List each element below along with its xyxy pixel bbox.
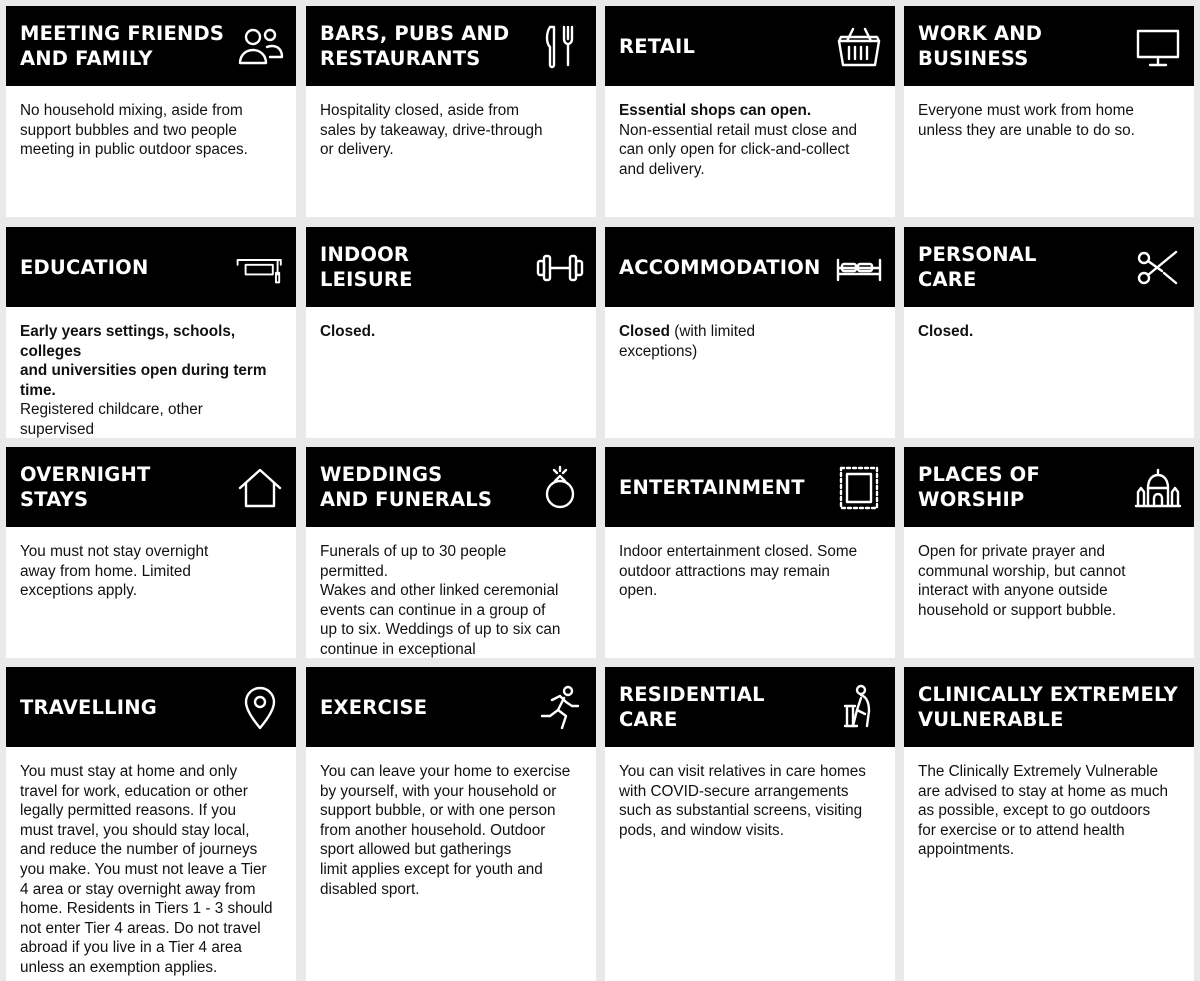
card-body-text: Indoor entertainment closed. Some outdoor attractions may remain open. (619, 543, 858, 600)
card-header (6, 667, 296, 747)
card-header (605, 6, 895, 86)
card-description (20, 762, 278, 978)
card-body-text: Registered childcare, other supervised (20, 401, 203, 438)
card-body-text: You can visit relatives in care homes with COVID-secure arrangements such as substantial screens, visiting pods, and window visits. (619, 763, 866, 839)
card-title: ACCOMMODATION (619, 255, 821, 279)
restriction-card (306, 447, 596, 658)
restriction-card (605, 6, 895, 217)
card-header (6, 6, 296, 86)
card-lead-text: Early years settings, schools, colleges and universities open during term time. (20, 323, 267, 399)
card-description (918, 762, 1176, 860)
card-header (904, 667, 1194, 747)
card-body-text: You must not stay overnight away from home. Limited exceptions apply. (20, 543, 209, 600)
card-title: INDOOR LEISURE (320, 243, 413, 291)
card-description (619, 762, 877, 840)
card-title: TRAVELLING (20, 695, 157, 719)
restriction-card (6, 227, 296, 438)
card-header (6, 227, 296, 307)
dumbbell-icon (536, 244, 584, 292)
card-lead-text: Closed (619, 323, 670, 340)
restriction-card (605, 227, 895, 438)
card-description (20, 322, 278, 438)
card-body-text: You can leave your home to exercise by yourself, with your household or support bubble, or with one person from another household. Outdoor sport allowed but gatherings limit applies except for youth and disabled sport. (320, 763, 571, 898)
card-title: CLINICALLY EXTREMELY VULNERABLE (918, 683, 1178, 731)
card-title: PLACES OF WORSHIP (918, 463, 1040, 511)
runner-icon (536, 684, 584, 732)
card-body-text: Everyone must work from home unless they are unable to do so. (918, 102, 1135, 139)
restriction-card (904, 6, 1194, 217)
card-header (306, 227, 596, 307)
restriction-card (6, 447, 296, 658)
card-header (904, 227, 1194, 307)
card-title: RETAIL (619, 34, 696, 58)
restriction-card (6, 6, 296, 217)
card-header (306, 6, 596, 86)
card-description (619, 101, 877, 179)
location-pin-icon (236, 684, 284, 732)
place-of-worship-icon (1134, 464, 1182, 512)
card-title: WORK AND BUSINESS (918, 22, 1043, 70)
card-description (320, 322, 578, 342)
card-body-text: The Clinically Extremely Vulnerable are advised to stay at home as much as possible, except to go outdoors for exercise or to attend health appointments. (918, 763, 1168, 859)
basket-icon (835, 23, 883, 71)
card-header (605, 447, 895, 527)
card-body-text: You must stay at home and only travel for work, education or other legally permitted reasons. If you must travel, you should stay local, and reduce the number of journeys you make. You must not leave a Tier 4 area or stay overnight away from home. Residents in Tiers 1 - 3 should not enter Tier 4 areas. Do not travel abroad if you live in a Tier 4 area unless an exemption applies. (20, 763, 273, 976)
house-icon (236, 464, 284, 512)
card-lead-text: Essential shops can open. (619, 102, 812, 119)
card-body-text: (with limited exceptions) (619, 323, 755, 360)
restriction-card (904, 227, 1194, 438)
restriction-card (306, 227, 596, 438)
scissors-icon (1134, 244, 1182, 292)
card-header (306, 447, 596, 527)
card-title: EXERCISE (320, 695, 428, 719)
card-description (320, 542, 578, 658)
card-header (6, 447, 296, 527)
ticket-icon (835, 464, 883, 512)
ring-icon (536, 464, 584, 512)
restriction-card (605, 667, 895, 981)
card-body-text: Non-essential retail must close and can only open for click-and-collect and delivery. (619, 121, 858, 178)
elderly-walker-icon (835, 684, 883, 732)
knife-fork-icon (536, 23, 584, 71)
card-body-text: Hospitality closed, aside from sales by takeaway, drive-through or delivery. (320, 102, 543, 159)
card-title: WEDDINGS AND FUNERALS (320, 463, 493, 511)
card-title: PERSONAL CARE (918, 243, 1037, 291)
card-body-text: Open for private prayer and communal worship, but cannot interact with anyone outside household or support bubble. (918, 543, 1126, 619)
bed-icon (835, 244, 883, 292)
card-lead-text: Closed. (918, 323, 974, 340)
card-title: EDUCATION (20, 255, 149, 279)
card-title: OVERNIGHT STAYS (20, 463, 151, 511)
restriction-card (306, 6, 596, 217)
card-header (605, 667, 895, 747)
card-body-text: Funerals of up to 30 people permitted. Wakes and other linked ceremonial events can continue in a group of up to six. Weddings of up to six can continue in exceptional (320, 543, 561, 658)
restriction-card (605, 447, 895, 658)
card-description (320, 762, 578, 899)
restriction-card (6, 667, 296, 981)
card-header (904, 447, 1194, 527)
card-description (20, 542, 278, 601)
restriction-card (306, 667, 596, 981)
card-title: ENTERTAINMENT (619, 475, 805, 499)
people-icon (236, 23, 284, 71)
card-description (619, 542, 877, 601)
monitor-icon (1134, 23, 1182, 71)
card-description (918, 101, 1176, 140)
restriction-card (904, 447, 1194, 658)
card-description (20, 101, 278, 160)
card-title: BARS, PUBS AND RESTAURANTS (320, 22, 510, 70)
card-header (306, 667, 596, 747)
card-description (320, 101, 578, 160)
card-title: RESIDENTIAL CARE (619, 683, 765, 731)
card-body-text: No household mixing, aside from support bubbles and two people meeting in public outdoor spaces. (20, 102, 248, 159)
card-lead-text: Closed. (320, 323, 376, 340)
card-description (918, 322, 1176, 342)
card-description (619, 322, 877, 361)
graduation-cap-icon (236, 244, 284, 292)
card-header (605, 227, 895, 307)
restriction-card (904, 667, 1194, 981)
card-header (904, 6, 1194, 86)
card-title: MEETING FRIENDS AND FAMILY (20, 22, 225, 70)
card-description (918, 542, 1176, 620)
